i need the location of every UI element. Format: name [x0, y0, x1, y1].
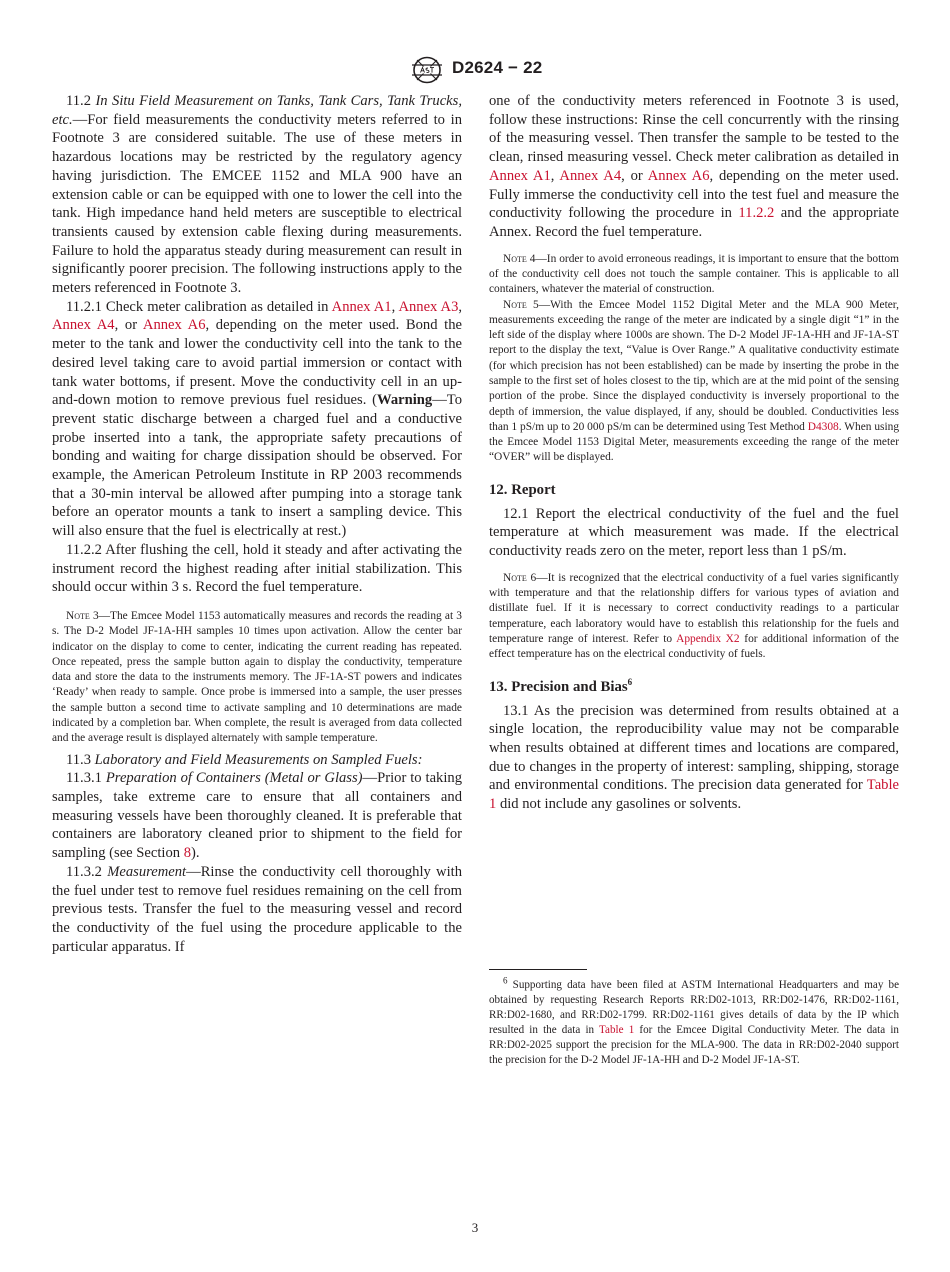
link-annex-a1[interactable]: Annex A1	[489, 167, 551, 184]
note-4: Note 4—In order to avoid erroneous readings, it is important to ensure that the bottom of the conductivity cell does not touch the sample container. This is applicable to all containers, whatever the material of construction.	[489, 252, 899, 296]
paragraph-13-1: 13.1 As the precision was determined from results obtained at a single location, the reproducibility value may not be comparable when results obtained at different times and locations are compared, due to changes in the property of interest: sampling, shipping, storage and environmental conditions. The precision data generated for Table 1 did not include any gasolines or solvents.	[489, 702, 899, 813]
warning-label: Warning	[377, 392, 433, 409]
left-column	[52, 92, 462, 956]
section-13-heading: 13. Precision and Bias$^6$	[489, 676, 633, 695]
link-annex-a4[interactable]: Annex A4	[52, 317, 115, 334]
footnote-6: $^6$ Supporting data have been filed at ASTM International Headquarters and may be obtained by requesting Research Reports RR:D02-1013, RR:D02-1476, RR:D02-1161, RR:D02-1680, and RR:D02-1799. RR:D02-1161 gives details of data by the IP which resulted in the data in Table 1 for the Emcee Digital Conductivity Meter. The data in RR:D02-2025 support the precision for the MLA-900. The data in RR:D02-2040 support the precision for the D-2 Model JF-1A-HH and D-2 Model JF-1A-ST.	[489, 975, 899, 1066]
paragraph-title: In Situ Field Measurement on Tanks, Tank Cars, Tank Trucks, etc.	[52, 93, 462, 128]
note-6: Note 6—It is recognized that the electrical conductivity of a fuel varies significantly with temperature and that the relationship differs for various types of aviation and distillate fuel. If it is necessary to correct conductivity readings to a particular temperature, each laboratory would have to establish this relationship for the fuels and temperature range of interest. Refer to Appendix X2 for additional information of the effect temperature has on the electrical conductivity of fuels.	[489, 571, 899, 661]
link-annex-a6[interactable]: Annex A6	[142, 317, 206, 334]
page-header	[0, 56, 950, 84]
footnote-ref[interactable]: 6	[627, 676, 633, 687]
link-table-1[interactable]: Table 1	[599, 1024, 635, 1036]
right-column	[489, 92, 899, 814]
link-annex-a3[interactable]: Annex A3	[398, 298, 459, 315]
paragraph-11-3-2: 11.3.2 Measurement—Rinse the conductivity cell thoroughly with the fuel under test to remove fuel residues remaining on the cell from previous tests. Transfer the fuel to the measuring vessel and record the conductivity of the fuel using the procedure applicable to the particular apparatus. If	[52, 863, 462, 955]
footnote-divider	[489, 969, 587, 970]
paragraph-11-3: 11.3 Laboratory and Field Measurements on Sampled Fuels:	[66, 751, 423, 768]
paragraph-12-1: 12.1 Report the electrical conductivity of the fuel and the fuel temperature at which measurement was made. If the electrical conductivity reads zero on the meter, report less than 1 pS/m.	[489, 505, 899, 560]
link-section-8[interactable]: 8	[183, 845, 192, 862]
note-5: Note 5—With the Emcee Model 1152 Digital Meter and the MLA 900 Meter, measurements exceeding the range of the meter are indicated by a single digit “1” in the left side of the display where 1000s are shown. The D-2 Model JF-1A-HH and JF-1A-ST report to the display the text, “Value is Over Range.” A qualitative conductivity estimate (for which precision has not been established) can be made by inserting the probe in the sample to the first set of holes closest to the tip, which are at the mid point of the sensing portion of the probe. Since the displayed conductivity is inversely proportional to the depth of immersion, the value displayed, if any, should be doubled. Conductivities less than 1 pS/m up to 20 000 pS/m can be determined using Test Method D4308. When using the Emcee Model 1153 Digital Meter, measurements exceeding the range of the meter “OVER” will be displayed.	[489, 298, 900, 464]
standard-designation: D2624 − 22	[452, 58, 543, 77]
link-table-1[interactable]: Table 1	[489, 777, 899, 813]
section-12-heading: 12. Report	[489, 481, 556, 498]
astm-logo-icon	[408, 56, 446, 84]
paragraph-11-3-2-cont: one of the conductivity meters referenced in Footnote 3 is used, follow these instructions: Rinse the cell concurrently with the rinsing of the measuring vessel. Then transfer the sample to be tested to the clean, rinsed measuring vessel. Check meter calibration as detailed in Annex A1, Annex A4, or Annex A6, depending on the meter used. Fully immerse the conductivity cell into the test fuel and measure the conductivity following the procedure in 11.2.2 and the appropriate Annex. Record the fuel temperature.	[489, 93, 900, 240]
note-3: Note 3—The Emcee Model 1153 automatically measures and records the reading at 3 s. The D-2 Model JF-1A-HH samples 10 times upon activation. Allow the center bar indicator on the display to come to center, indicating the current reading has repeated. Once repeated, press the sample button again to display the conductivity, temperature data and store the data to the instruments memory. The JF-1A-ST powers and indicates ‘Ready’ when ready to sample. Once probe is immersed into a sample, the user presses the sample button a second time to activate sampling and 10 determinations are made indicated by a completion bar. When complete, the result is averaged from data collected and the average result is displayed alternately with sample temperature.	[52, 609, 462, 745]
paragraph-11-2-1: 11.2.1 Check meter calibration as detailed in Annex A1, Annex A3, Annex A4, or Annex A6, depending on the meter used. Bond the meter to the tank and lower the conductivity cell into the tank to the desired level taking care to avoid partial immersion or contact with tank water bottoms, if present. Move the conductivity cell in an up-and-down motion to remove previous fuel residues. (Warning—To prevent static discharge between a charged fuel and a conductive probe inserted into a tank, the appropriate safety precautions of bonding and waiting for charge dissipation should be observed. For example, the American Petroleum Institute in RP 2003 recommends that a 30-min interval be allowed after pumping into a storage tank before an operator mounts a tank to insert a sampling device. This will also ensure that the fuel is electrically at rest.)	[52, 298, 463, 540]
link-11-2-2[interactable]: 11.2.2	[738, 205, 775, 222]
page-number: 3	[471, 1220, 479, 1235]
link-annex-a6[interactable]: Annex A6	[647, 167, 710, 184]
paragraph-11-2: 11.2 In Situ Field Measurement on Tanks, Tank Cars, Tank Trucks, etc.—For field measurements the conductivity meters referred to in Footnote 3 are considered suitable. The use of these meters in hazardous locations may be restricted by the regulatory agency having jurisdiction. The EMCEE 1152 and MLA 900 have an extension cable or can be equipped with one to lower the cell into the tank. High impedance hand held meters are susceptible to electrical transients caused by extension cable flexing during measurements. Failure to hold the apparatus steady during measurement can result in significantly poorer precision. The following instructions apply to the meters referenced in Footnote 3.	[52, 93, 462, 297]
paragraph-11-2-2: 11.2.2 After flushing the cell, hold it steady and after activating the instrument record the highest reading after initial stabilization. This should occur within 3 s. Record the fuel temperature.	[52, 541, 462, 596]
link-annex-a4[interactable]: Annex A4	[559, 167, 622, 184]
paragraph-11-3-1: 11.3.1 Preparation of Containers (Metal or Glass)—Prior to taking samples, take extreme care to ensure that all containers and measuring vessels have been thoroughly cleaned. It is preferable that containers are laboratory cleaned prior to shipment to the field for sampling (see Section 8).	[52, 770, 462, 862]
link-d4308[interactable]: D4308	[807, 420, 839, 433]
link-appendix-x2[interactable]: Appendix X2	[676, 633, 740, 646]
link-annex-a1[interactable]: Annex A1	[331, 298, 392, 315]
